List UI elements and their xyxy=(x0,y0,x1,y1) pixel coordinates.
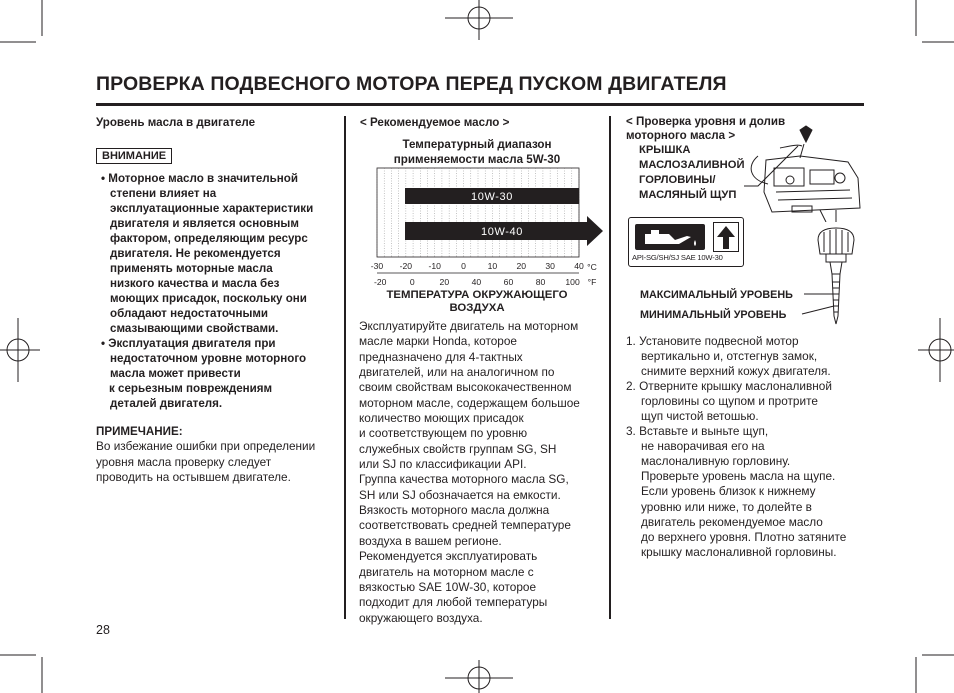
celsius-tick-label: 20 xyxy=(516,261,527,271)
celsius-tick-label: 40 xyxy=(574,261,584,271)
min-level-label: МИНИМАЛЬНЫЙ УРОВЕНЬ xyxy=(640,309,787,321)
paragraph-line: двигателей, или на аналогичном по xyxy=(359,365,555,380)
oil-spec-text: API-SG/SH/SJ SAE 10W-30 xyxy=(632,253,723,262)
bullet-line: эксплуатационные характеристики xyxy=(110,202,314,215)
warning-label: ВНИМАНИЕ xyxy=(96,148,172,164)
warning-bullet-2 xyxy=(101,336,306,411)
fahrenheit-tick-label: 60 xyxy=(503,277,514,287)
paragraph-line: Эксплуатируйте двигатель на моторном xyxy=(359,319,579,333)
oil-label-plate xyxy=(628,217,744,267)
celsius-tick-label: 10 xyxy=(487,261,498,271)
note-text xyxy=(96,439,315,486)
page-title: ПРОВЕРКА ПОДВЕСНОГО МОТОРА ПЕРЕД ПУСКОМ ДВИГАТЕЛЯ xyxy=(96,73,727,95)
bullet-line: деталей двигателя. xyxy=(110,397,223,410)
bullet-line: масла может привести xyxy=(110,367,241,380)
column-divider-left xyxy=(344,116,346,619)
chart-x-label-line: ТЕМПЕРАТУРА ОКРУЖАЮЩЕГО xyxy=(386,289,568,301)
bullet-line: к серьезным повреждениям xyxy=(109,382,273,395)
step-line: Если уровень близок к нижнему xyxy=(641,484,816,499)
step-line: до верхнего уровня. Плотно затяните xyxy=(641,529,847,544)
oil-check-steps xyxy=(626,334,846,560)
paragraph-line: и соответствующем по уровню xyxy=(359,426,528,441)
fahrenheit-tick-label: 20 xyxy=(439,277,450,287)
paragraph-line: соответствовать средней температуре xyxy=(359,518,571,533)
fahrenheit-tick-label: 0 xyxy=(409,277,415,287)
level-leaders xyxy=(800,290,840,320)
oil-temperature-chart xyxy=(360,165,605,295)
bullet-line: низкого качества и масла без xyxy=(110,277,280,290)
paragraph-line: окружающего воздуха. xyxy=(359,610,483,625)
bullet-line: двигателя и является основным xyxy=(110,217,299,230)
chart-x-label-line: ВОЗДУХА xyxy=(449,302,505,314)
step-line: 3. Вставьте и выньте щуп, xyxy=(626,424,769,439)
column-divider-right xyxy=(609,116,611,619)
oil-can-glyph xyxy=(635,224,705,250)
chart-x-label xyxy=(360,289,594,315)
fahrenheit-tick-label: 100 xyxy=(565,277,580,287)
step-line: маслоналивную горловину. xyxy=(641,454,791,469)
callout-line: МАСЛОЗАЛИВНОЙ xyxy=(639,159,745,171)
paragraph-line: Группа качества моторного масла SG, xyxy=(359,472,569,487)
paragraph-line: воздуха в вашем регионе. xyxy=(359,533,502,548)
filler-cap-callout xyxy=(639,143,745,203)
oil-check-heading-line: моторного масла > xyxy=(626,129,736,142)
paragraph-line: предназначено для 4-тактных xyxy=(359,349,523,364)
step-line: не наворачивая его на xyxy=(641,439,765,454)
step-line: двигатель рекомендуемое масло xyxy=(641,514,823,529)
recommended-oil-heading: < Рекомендуемое масло > xyxy=(360,116,510,129)
bullet-line: фактором, определяющим ресурс xyxy=(110,232,308,245)
paragraph-line: количество моющих присадок xyxy=(359,411,524,426)
step-line: вертикально и, отстегнув замок, xyxy=(641,349,818,364)
celsius-tick-label: 0 xyxy=(461,261,466,271)
paragraph-line: вязкостью SAE 10W-30, которое xyxy=(359,579,536,594)
max-level-label: МАКСИМАЛЬНЫЙ УРОВЕНЬ xyxy=(640,289,793,301)
bullet-line: двигателя. Не рекомендуется xyxy=(110,247,281,260)
paragraph-line: служебных свойств группам SG, SH xyxy=(359,441,557,456)
series-label: 10W-40 xyxy=(481,226,523,238)
celsius-tick-label: -30 xyxy=(370,261,384,271)
note-line: уровня масла проверку следует xyxy=(96,454,272,469)
fahrenheit-unit: °F xyxy=(587,277,597,287)
fahrenheit-tick-label: 40 xyxy=(471,277,482,287)
paragraph-line: или SJ по классификации API. xyxy=(359,457,527,472)
step-line: щуп чистой ветошью. xyxy=(641,409,759,424)
callout-line: ГОРЛОВИНЫ/ xyxy=(639,174,716,186)
chart-caption xyxy=(360,137,594,167)
bullet-line: моющих присадок, поскольку они xyxy=(110,292,307,305)
paragraph-line: Рекомендуется эксплуатировать xyxy=(359,549,538,564)
series-label: 10W-30 xyxy=(471,191,513,203)
step-line: 1. Установите подвесной мотор xyxy=(626,334,799,348)
celsius-tick-label: 30 xyxy=(545,261,555,271)
step-line: 2. Отверните крышку маслоналивной xyxy=(626,379,832,394)
step-line: крышку маслоналивной горловины. xyxy=(641,544,837,559)
bullet-line: недостаточном уровне моторного xyxy=(110,352,307,365)
page-number: 28 xyxy=(96,623,110,637)
callout-leader xyxy=(744,140,804,190)
step-line: Проверьте уровень масла на щупе. xyxy=(641,469,836,484)
oil-can-icon xyxy=(635,224,705,250)
paragraph-line: Вязкость моторного масла должна xyxy=(359,503,550,518)
bullet-line: • Моторное масло в значительной xyxy=(101,172,298,185)
note-label: ПРИМЕЧАНИЕ: xyxy=(96,425,183,438)
paragraph-line: своим свойствам высококачественном xyxy=(359,380,572,395)
chart-caption-line: применяемости масла 5W-30 xyxy=(393,153,561,166)
up-arrow-icon xyxy=(713,222,739,252)
step-line: горловины со щупом и протрите xyxy=(641,394,818,409)
callout-line: МАСЛЯНЫЙ ЩУП xyxy=(639,189,737,201)
bullet-line: смазывающими свойствами. xyxy=(110,322,279,335)
paragraph-line: моторном масле, содержащем большое xyxy=(359,395,580,410)
oil-level-heading: Уровень масла в двигателе xyxy=(96,116,256,129)
warning-bullet-1 xyxy=(101,171,313,336)
paragraph-line: SH или SJ обозначается на емкости. xyxy=(359,487,561,502)
fahrenheit-tick-label: -20 xyxy=(373,277,387,287)
step-line: уровню или ниже, то долейте в xyxy=(641,499,812,514)
callout-line: КРЫШКА xyxy=(639,144,691,156)
step-line: снимите верхний кожух двигателя. xyxy=(641,364,831,379)
bullet-line: обладают недостаточными xyxy=(110,307,269,320)
bullet-line: применять моторные масла xyxy=(110,262,273,275)
celsius-unit: °C xyxy=(587,262,597,272)
chart-caption-line: Температурный диапазон xyxy=(402,138,552,151)
paragraph-line: масле марки Honda, которое xyxy=(359,334,517,349)
oil-check-heading-line: < Проверка уровня и долив xyxy=(626,115,786,128)
fahrenheit-tick-label: 80 xyxy=(535,277,546,287)
celsius-tick-label: -20 xyxy=(399,261,413,271)
bullet-line: степени влияет на xyxy=(110,187,217,200)
paragraph-line: двигатель на моторном масле с xyxy=(359,564,534,579)
bullet-line: • Эксплуатация двигателя при xyxy=(101,337,276,350)
title-rule xyxy=(96,103,864,106)
celsius-tick-label: -10 xyxy=(428,261,441,271)
recommended-oil-paragraph xyxy=(359,319,580,626)
note-line: проводить на остывшем двигателе. xyxy=(96,470,291,484)
note-line: Во избежание ошибки при определении xyxy=(96,439,316,453)
paragraph-line: подходит для любой температуры xyxy=(359,595,548,610)
